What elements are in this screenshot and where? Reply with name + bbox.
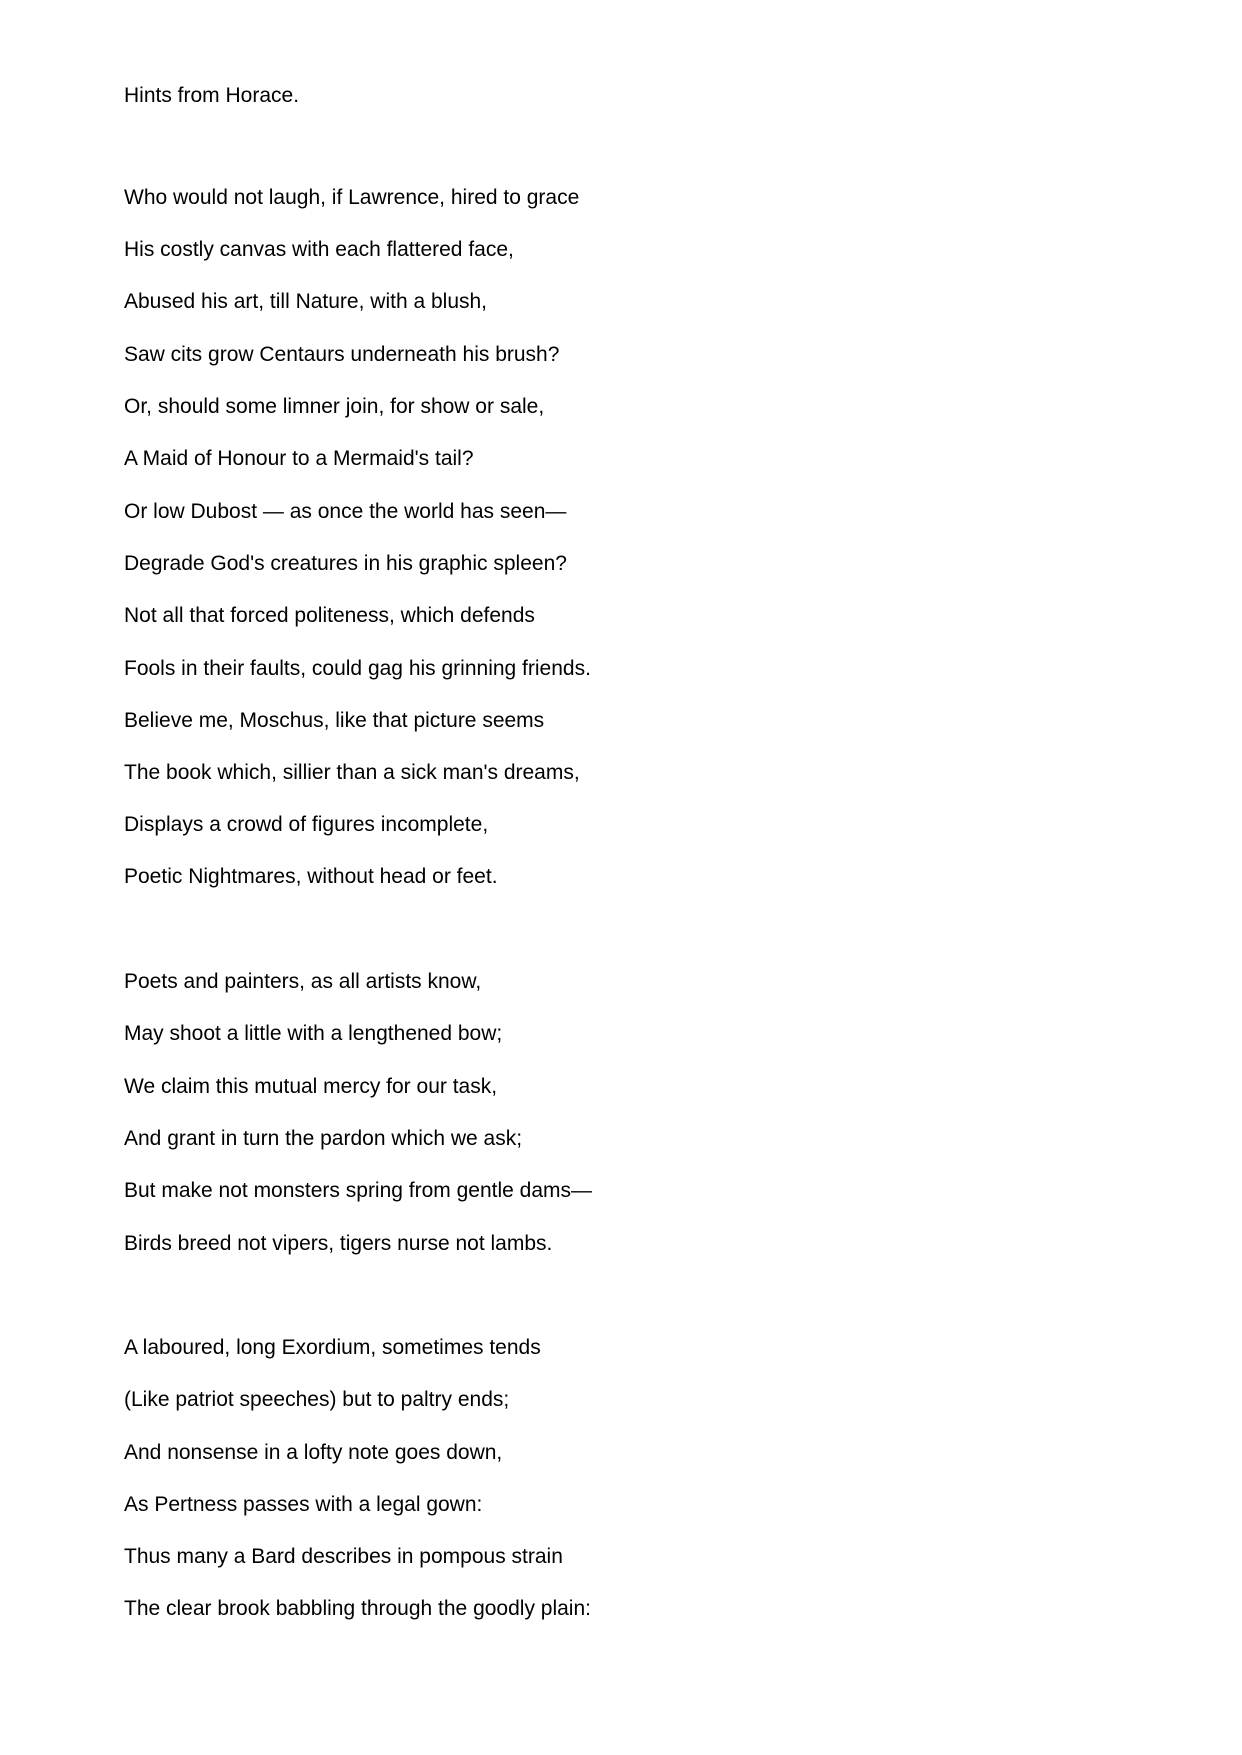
poem-line: Not all that forced politeness, which defends: [124, 604, 535, 627]
poem-line: The book which, sillier than a sick man's dreams,: [124, 761, 580, 784]
document-title: Hints from Horace.: [124, 84, 300, 107]
poem-line: A Maid of Honour to a Mermaid's tail?: [124, 447, 474, 470]
poem-line: Poetic Nightmares, without head or feet.: [124, 865, 498, 888]
poem-line: Saw cits grow Centaurs underneath his brush?: [124, 343, 560, 366]
poem-line: Fools in their faults, could gag his grinning friends.: [124, 657, 591, 680]
poem-line: Or, should some limner join, for show or sale,: [124, 395, 545, 418]
poem-line: Who would not laugh, if Lawrence, hired to grace: [124, 186, 580, 209]
poem-line: May shoot a little with a lengthened bow;: [124, 1022, 503, 1045]
poem-line: Degrade God's creatures in his graphic spleen?: [124, 552, 567, 575]
poem-line: Or low Dubost — as once the world has seen—: [124, 500, 567, 523]
poem-line: (Like patriot speeches) but to paltry ends;: [124, 1388, 510, 1411]
poem-line: We claim this mutual mercy for our task,: [124, 1075, 498, 1098]
poem-line: But make not monsters spring from gentle dams—: [124, 1179, 593, 1202]
poem-line: A laboured, long Exordium, sometimes tends: [124, 1336, 541, 1359]
poem-line: Poets and painters, as all artists know,: [124, 970, 482, 993]
poem-line: And grant in turn the pardon which we ask;: [124, 1127, 523, 1150]
poem-line: Thus many a Bard describes in pompous strain: [124, 1545, 563, 1568]
poem-line: Abused his art, till Nature, with a blush,: [124, 290, 488, 313]
poem-line: His costly canvas with each flattered face,: [124, 238, 514, 261]
poem-line: Believe me, Moschus, like that picture seems: [124, 709, 545, 732]
poem-line: Displays a crowd of figures incomplete,: [124, 813, 489, 836]
poem-line: And nonsense in a lofty note goes down,: [124, 1441, 503, 1464]
poem-line: As Pertness passes with a legal gown:: [124, 1493, 483, 1516]
poem-line: The clear brook babbling through the goodly plain:: [124, 1597, 591, 1620]
poem-line: Birds breed not vipers, tigers nurse not lambs.: [124, 1232, 553, 1255]
